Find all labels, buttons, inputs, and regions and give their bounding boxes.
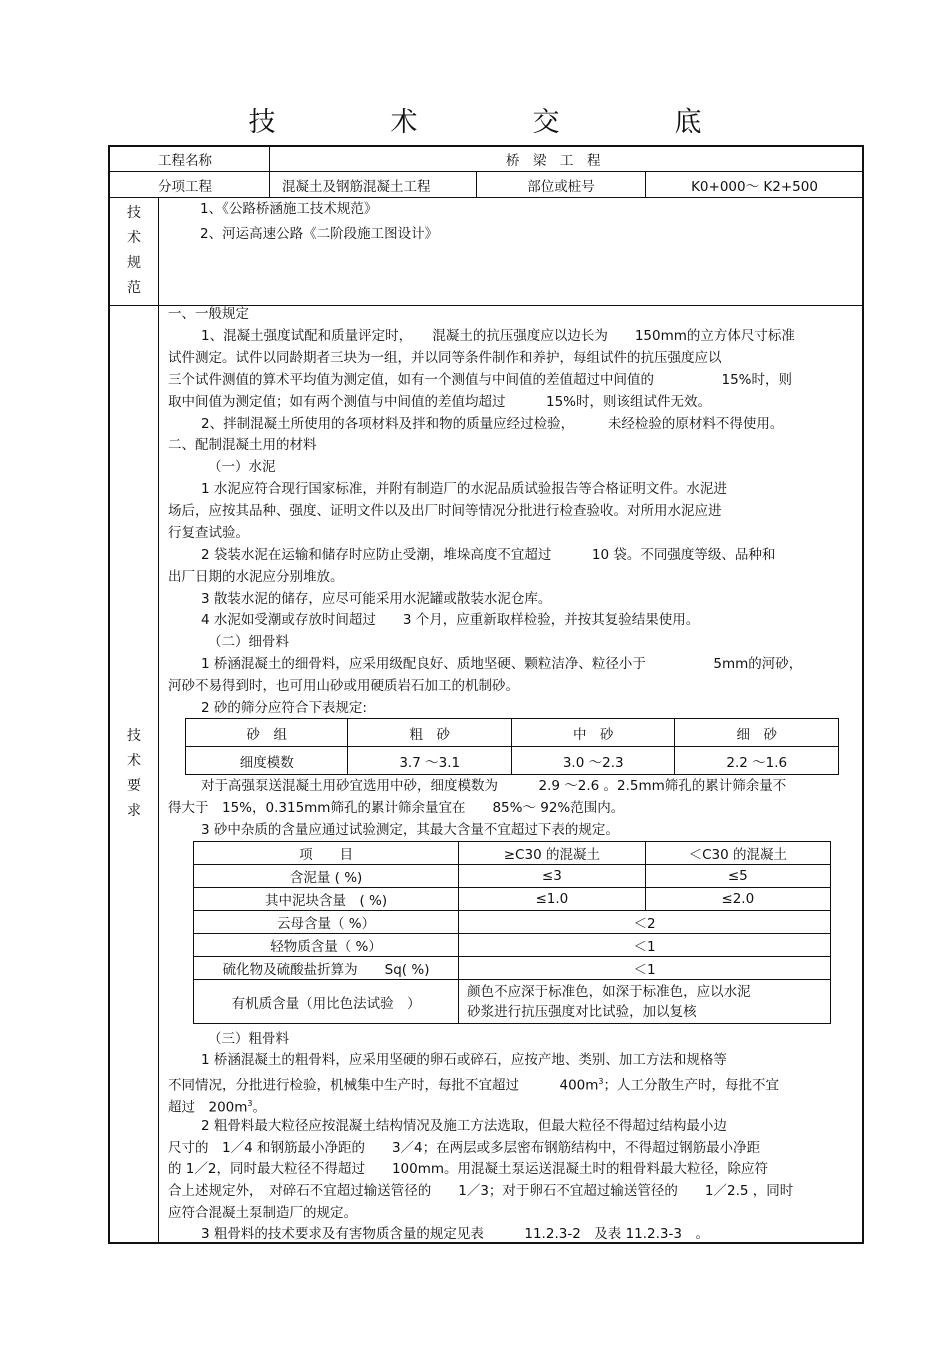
table-header: 项 目 bbox=[194, 842, 459, 865]
text-line: 应符合混凝土泵制造厂的规定。 bbox=[168, 1205, 357, 1221]
text-line: 行复查试验。 bbox=[168, 525, 249, 541]
req-side-label bbox=[110, 724, 158, 824]
text-line: 3 粗骨料的技术要求及有害物质含量的规定见表 11.2.3-2 及表 11.2.3-3 。 bbox=[201, 1226, 709, 1242]
text-line: 2 砂的筛分应符合下表规定: bbox=[201, 700, 367, 716]
table-cell: ＜1 bbox=[459, 934, 831, 957]
table-cell: 细度模数 bbox=[186, 747, 348, 775]
text-part: 。 bbox=[252, 1099, 267, 1116]
text-line: 场后，应按其品种、强度、证明文件以及出厂时间等情况分批进行检查验收。对所用水泥应进 bbox=[168, 503, 722, 519]
side-char: 技 bbox=[127, 205, 141, 221]
side-char: 规 bbox=[127, 255, 141, 271]
text-line: 3 散装水泥的储存，应尽可能采用水泥罐或散装水泥仓库。 bbox=[201, 591, 552, 607]
subsection-heading: （二）细骨料 bbox=[208, 634, 289, 650]
text-line bbox=[168, 1094, 266, 1118]
side-char: 范 bbox=[127, 280, 141, 296]
superscript: 3 bbox=[598, 1077, 604, 1086]
text-line: 对于高强泵送混凝土用砂宜选用中砂，细度模数为 2.9 ～2.6 。2.5mm筛孔的累计筛余量不 bbox=[201, 778, 787, 794]
text-line: 合上述规定外， 对碎石不宜超过输送管径的 1／3；对于卵石不宜超过输送管径的 1／2.5 ，同时 bbox=[168, 1183, 794, 1199]
table-header: 粗 砂 bbox=[348, 719, 512, 747]
table-cell: ＜1 bbox=[459, 957, 831, 980]
row-divider bbox=[109, 197, 863, 198]
project-name-value: 桥 梁 工 程 bbox=[506, 152, 601, 169]
location-label: 部位或桩号 bbox=[527, 178, 595, 195]
table-header: 中 砂 bbox=[511, 719, 675, 747]
table-cell: 3.0 ～2.3 bbox=[511, 747, 675, 775]
text-part: 不同情况，分批进行检验，机械集中生产时，每批不宜超过 400m bbox=[168, 1077, 599, 1094]
table-cell: ≤5 bbox=[645, 865, 830, 888]
table-cell-multiline bbox=[459, 980, 831, 1024]
table-cell: 硫化物及硫酸盐折算为 Sq( %) bbox=[194, 957, 459, 980]
impurity-table bbox=[193, 841, 831, 1024]
text-line: 2、拌制混凝土所使用的各项材料及拌和物的质量应经过检验， 未经检验的原材料不得使用。 bbox=[201, 416, 784, 432]
table-cell: ≤3 bbox=[459, 865, 645, 888]
table-cell: 有机质含量（用比色法试验 ） bbox=[194, 980, 459, 1024]
spec-item: 2、河运高速公路《二阶段施工图设计》 bbox=[200, 226, 439, 242]
table-cell: ≤1.0 bbox=[459, 888, 645, 911]
location-value: K0+000～ K2+500 bbox=[691, 178, 818, 195]
table-cell: 2.2 ～1.6 bbox=[675, 747, 839, 775]
text-part: ；人工分散生产时，每批不宜 bbox=[603, 1077, 780, 1094]
text-line: 4 水泥如受潮或存放时间超过 3 个月，应重新取样检验，并按其复验结果使用。 bbox=[201, 612, 700, 628]
text-line bbox=[168, 1072, 779, 1096]
project-name-label: 工程名称 bbox=[158, 152, 212, 169]
text-line: 尺寸的 1／4 和钢筋最小净距的 3／4；在两层或多层密布钢筋结构中，不得超过钢筋最小净距 bbox=[168, 1140, 761, 1156]
text-line: 1 水泥应符合现行国家标准，并附有制造厂的水泥品质试验报告等合格证明文件。水泥进 bbox=[201, 481, 727, 497]
text-line: 的 1／2，同时最大粒径不得超过 100mm。用混凝土泵运送混凝土时的粗骨料最大粒径，除应符 bbox=[168, 1161, 769, 1177]
side-char: 求 bbox=[127, 803, 141, 819]
side-char: 技 bbox=[127, 728, 141, 744]
table-cell: 含泥量 ( %) bbox=[194, 865, 459, 888]
spec-side-label bbox=[110, 201, 158, 301]
document-title: 技 术 交 底 bbox=[248, 107, 746, 138]
cell-line: 砂浆进行抗压强度对比试验，加以复核 bbox=[467, 1003, 697, 1020]
subsection-heading: （三）粗骨料 bbox=[208, 1031, 289, 1047]
text-line: 1、混凝土强度试配和质量评定时， 混凝土的抗压强度应以边长为 150mm的立方体尺寸标准 bbox=[201, 328, 795, 344]
text-line: 出厂日期的水泥应分别堆放。 bbox=[168, 569, 344, 585]
text-line: 1 桥涵混凝土的细骨料，应采用级配良好、质地坚硬、颗粒洁净、粒径小于 5mm的河砂， bbox=[201, 656, 803, 672]
text-line: 取中间值为测定值；如有两个测值与中间值的差值均超过 15%时，则该组试件无效。 bbox=[168, 394, 712, 410]
subsection-heading: （一）水泥 bbox=[208, 459, 276, 475]
table-header: ＜C30 的混凝土 bbox=[645, 842, 830, 865]
table-cell: ＜2 bbox=[459, 911, 831, 934]
table-cell: ≤2.0 bbox=[645, 888, 830, 911]
text-line: 2 粗骨料最大粒径应按混凝土结构情况及施工方法选取，但最大粒径不得超过结构最小边 bbox=[201, 1118, 727, 1134]
table-header: 砂 组 bbox=[186, 719, 348, 747]
text-line: 三个试件测值的算术平均值为测定值，如有一个测值与中间值的差值超过中间值的 15%时，则 bbox=[168, 372, 793, 388]
sand-grading-table bbox=[185, 718, 839, 775]
text-line: 3 砂中杂质的含量应通过试验测定，其最大含量不宜超过下表的规定。 bbox=[201, 822, 619, 838]
sub-project-value: 混凝土及钢筋混凝土工程 bbox=[282, 178, 431, 195]
text-line: 1 桥涵混凝土的粗骨料，应采用坚硬的卵石或碎石，应按产地、类别、加工方法和规格等 bbox=[201, 1052, 727, 1068]
spec-item: 1、《公路桥涵施工技术规范》 bbox=[200, 201, 378, 217]
cell-line: 颜色不应深于标准色，如深于标准色，应以水泥 bbox=[467, 983, 751, 1000]
superscript: 3 bbox=[247, 1099, 253, 1108]
text-line: 得大于 15%，0.315mm筛孔的累计筛余量宜在 85%～ 92%范围内。 bbox=[168, 800, 625, 816]
text-line: 2 袋装水泥在运输和储存时应防止受潮，堆垛高度不宜超过 10 袋。不同强度等级、品种和 bbox=[201, 547, 776, 563]
text-line: 试件测定。试件以同龄期者三块为一组，并以同等条件制作和养护，每组试件的抗压强度应以 bbox=[168, 350, 722, 366]
text-part: 超过 200m bbox=[168, 1099, 248, 1116]
side-char: 要 bbox=[127, 778, 141, 794]
section-heading: 一、一般规定 bbox=[168, 306, 249, 322]
table-cell: 其中泥块含量 ( %) bbox=[194, 888, 459, 911]
section-heading: 二、配制混凝土用的材料 bbox=[168, 437, 317, 453]
side-char: 术 bbox=[127, 230, 141, 246]
table-cell: 云母含量（ %） bbox=[194, 911, 459, 934]
table-cell: 3.7 ～3.1 bbox=[348, 747, 512, 775]
text-line: 河砂不易得到时，也可用山砂或用硬质岩石加工的机制砂。 bbox=[168, 678, 519, 694]
table-header: ≥C30 的混凝土 bbox=[459, 842, 645, 865]
col-divider bbox=[158, 197, 159, 1243]
side-char: 术 bbox=[127, 753, 141, 769]
table-cell: 轻物质含量（ %） bbox=[194, 934, 459, 957]
table-header: 细 砂 bbox=[675, 719, 839, 747]
sub-project-label: 分项工程 bbox=[158, 178, 212, 195]
